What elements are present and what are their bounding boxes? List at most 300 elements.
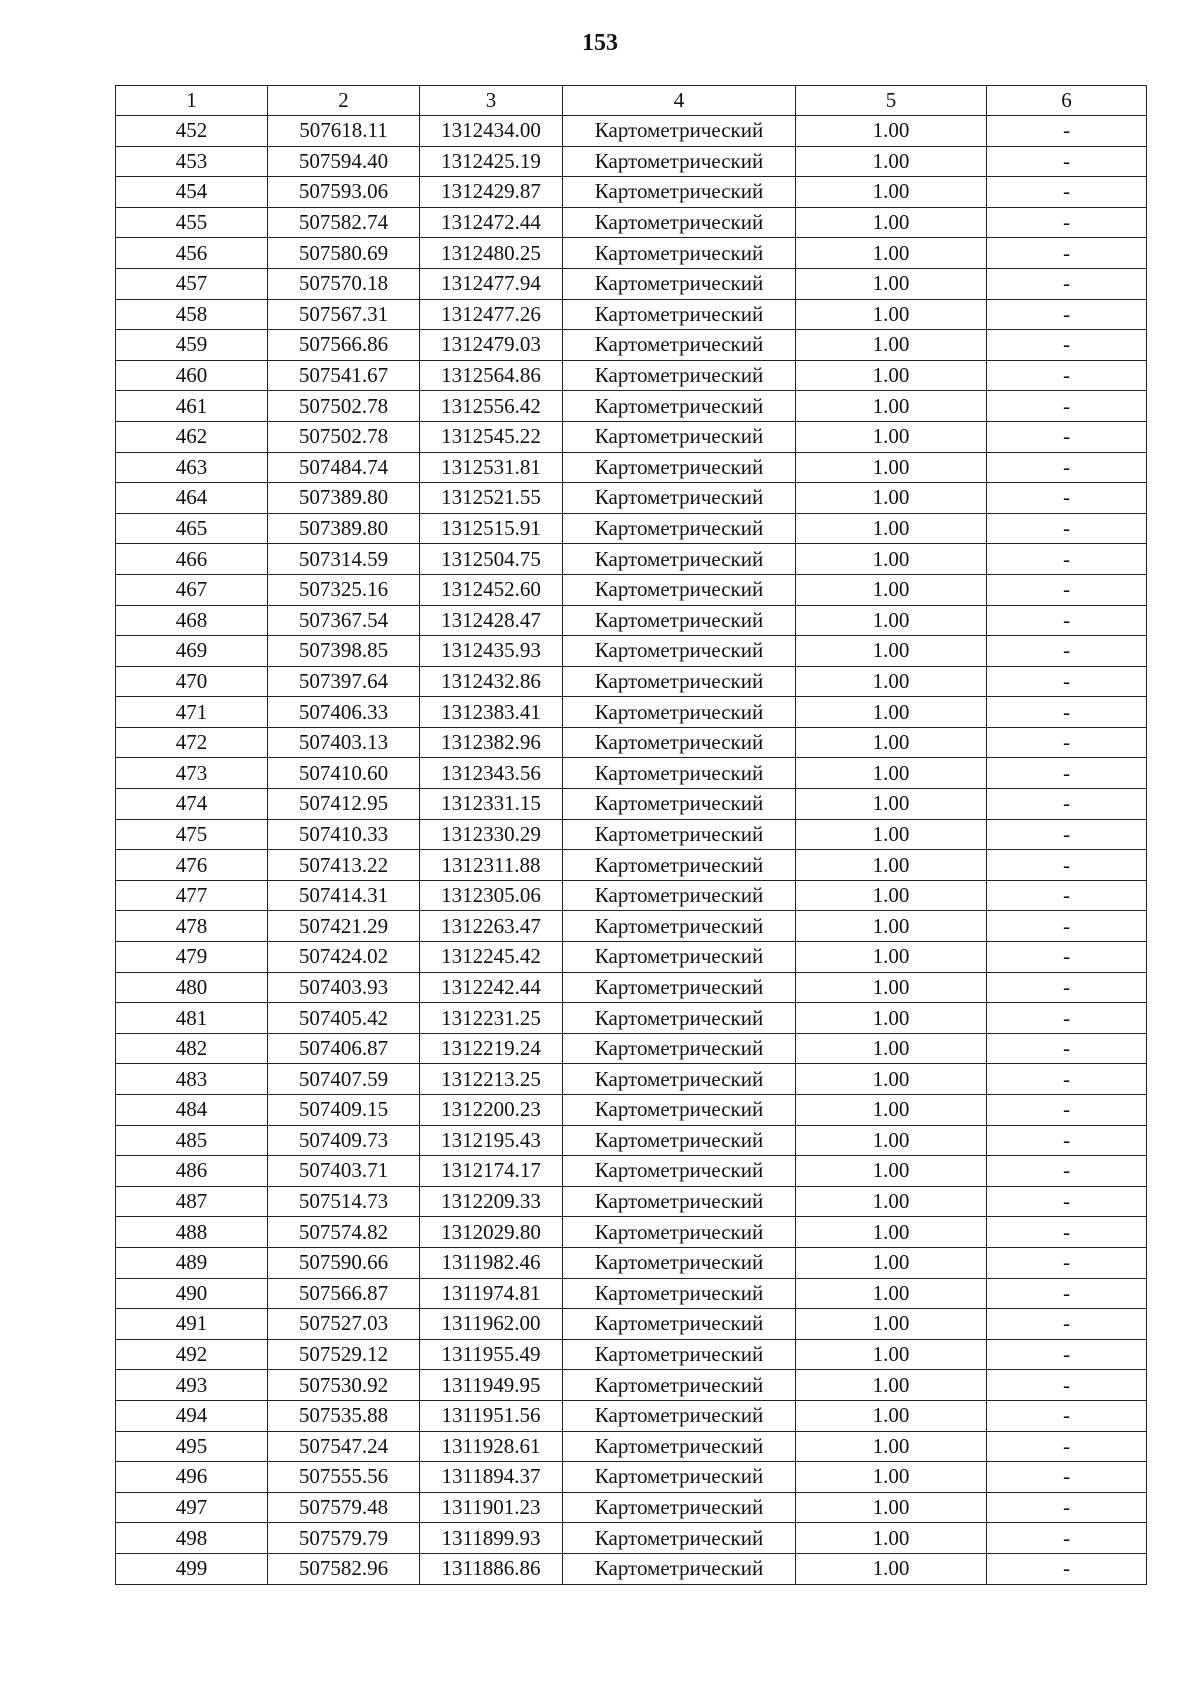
point-number-cell: 460 — [116, 360, 268, 391]
point-number-cell: 496 — [116, 1462, 268, 1493]
y-coordinate-cell: 1312383.41 — [420, 697, 563, 728]
y-coordinate-cell: 1312245.42 — [420, 942, 563, 973]
table-row — [116, 513, 1147, 544]
note-cell: - — [987, 1492, 1147, 1523]
y-coordinate-cell: 1312521.55 — [420, 483, 563, 514]
y-coordinate-cell: 1312195.43 — [420, 1125, 563, 1156]
y-coordinate-cell: 1312452.60 — [420, 574, 563, 605]
table-row — [116, 1095, 1147, 1126]
method-cell: Картометрический — [563, 268, 796, 299]
method-cell: Картометрический — [563, 1431, 796, 1462]
accuracy-cell: 1.00 — [796, 177, 987, 208]
table-row — [116, 299, 1147, 330]
table-body — [116, 86, 1147, 1585]
y-coordinate-cell: 1311962.00 — [420, 1309, 563, 1340]
header-cell: 6 — [987, 86, 1147, 116]
method-cell: Картометрический — [563, 1247, 796, 1278]
x-coordinate-cell: 507414.31 — [268, 880, 420, 911]
table-row — [116, 391, 1147, 422]
table-row — [116, 177, 1147, 208]
accuracy-cell: 1.00 — [796, 1003, 987, 1034]
method-cell: Картометрический — [563, 605, 796, 636]
note-cell: - — [987, 268, 1147, 299]
method-cell: Картометрический — [563, 177, 796, 208]
accuracy-cell: 1.00 — [796, 1186, 987, 1217]
note-cell: - — [987, 819, 1147, 850]
table-row — [116, 1064, 1147, 1095]
note-cell: - — [987, 1523, 1147, 1554]
accuracy-cell: 1.00 — [796, 1247, 987, 1278]
x-coordinate-cell: 507314.59 — [268, 544, 420, 575]
y-coordinate-cell: 1312531.81 — [420, 452, 563, 483]
point-number-cell: 493 — [116, 1370, 268, 1401]
note-cell: - — [987, 1462, 1147, 1493]
y-coordinate-cell: 1312434.00 — [420, 116, 563, 147]
point-number-cell: 477 — [116, 880, 268, 911]
point-number-cell: 483 — [116, 1064, 268, 1095]
method-cell: Картометрический — [563, 116, 796, 147]
point-number-cell: 468 — [116, 605, 268, 636]
x-coordinate-cell: 507535.88 — [268, 1400, 420, 1431]
y-coordinate-cell: 1312382.96 — [420, 727, 563, 758]
note-cell: - — [987, 421, 1147, 452]
point-number-cell: 476 — [116, 850, 268, 881]
table-row — [116, 483, 1147, 514]
accuracy-cell: 1.00 — [796, 146, 987, 177]
note-cell: - — [987, 483, 1147, 514]
note-cell: - — [987, 942, 1147, 973]
note-cell: - — [987, 972, 1147, 1003]
x-coordinate-cell: 507567.31 — [268, 299, 420, 330]
method-cell: Картометрический — [563, 330, 796, 361]
accuracy-cell: 1.00 — [796, 605, 987, 636]
method-cell: Картометрический — [563, 880, 796, 911]
method-cell: Картометрический — [563, 360, 796, 391]
x-coordinate-cell: 507547.24 — [268, 1431, 420, 1462]
note-cell: - — [987, 238, 1147, 269]
point-number-cell: 475 — [116, 819, 268, 850]
y-coordinate-cell: 1312480.25 — [420, 238, 563, 269]
point-number-cell: 473 — [116, 758, 268, 789]
point-number-cell: 454 — [116, 177, 268, 208]
method-cell: Картометрический — [563, 727, 796, 758]
y-coordinate-cell: 1312305.06 — [420, 880, 563, 911]
table-row — [116, 911, 1147, 942]
method-cell: Картометрический — [563, 1523, 796, 1554]
x-coordinate-cell: 507594.40 — [268, 146, 420, 177]
x-coordinate-cell: 507409.73 — [268, 1125, 420, 1156]
method-cell: Картометрический — [563, 697, 796, 728]
x-coordinate-cell: 507574.82 — [268, 1217, 420, 1248]
method-cell: Картометрический — [563, 1125, 796, 1156]
note-cell: - — [987, 1217, 1147, 1248]
y-coordinate-cell: 1312174.17 — [420, 1156, 563, 1187]
accuracy-cell: 1.00 — [796, 1095, 987, 1126]
accuracy-cell: 1.00 — [796, 268, 987, 299]
note-cell: - — [987, 146, 1147, 177]
point-number-cell: 480 — [116, 972, 268, 1003]
x-coordinate-cell: 507529.12 — [268, 1339, 420, 1370]
page-number: 153 — [582, 30, 618, 56]
table-row — [116, 1492, 1147, 1523]
y-coordinate-cell: 1311955.49 — [420, 1339, 563, 1370]
point-number-cell: 497 — [116, 1492, 268, 1523]
accuracy-cell: 1.00 — [796, 697, 987, 728]
accuracy-cell: 1.00 — [796, 1523, 987, 1554]
y-coordinate-cell: 1312564.86 — [420, 360, 563, 391]
y-coordinate-cell: 1312330.29 — [420, 819, 563, 850]
point-number-cell: 478 — [116, 911, 268, 942]
method-cell: Картометрический — [563, 391, 796, 422]
note-cell: - — [987, 1400, 1147, 1431]
note-cell: - — [987, 513, 1147, 544]
method-cell: Картометрический — [563, 1064, 796, 1095]
y-coordinate-cell: 1311974.81 — [420, 1278, 563, 1309]
table-row — [116, 207, 1147, 238]
method-cell: Картометрический — [563, 238, 796, 269]
x-coordinate-cell: 507413.22 — [268, 850, 420, 881]
y-coordinate-cell: 1311951.56 — [420, 1400, 563, 1431]
accuracy-cell: 1.00 — [796, 942, 987, 973]
x-coordinate-cell: 507514.73 — [268, 1186, 420, 1217]
point-number-cell: 464 — [116, 483, 268, 514]
y-coordinate-cell: 1312515.91 — [420, 513, 563, 544]
point-number-cell: 462 — [116, 421, 268, 452]
y-coordinate-cell: 1311982.46 — [420, 1247, 563, 1278]
y-coordinate-cell: 1312343.56 — [420, 758, 563, 789]
accuracy-cell: 1.00 — [796, 972, 987, 1003]
method-cell: Картометрический — [563, 1553, 796, 1584]
note-cell: - — [987, 360, 1147, 391]
point-number-cell: 490 — [116, 1278, 268, 1309]
table-row — [116, 268, 1147, 299]
x-coordinate-cell: 507389.80 — [268, 513, 420, 544]
note-cell: - — [987, 1156, 1147, 1187]
table-row — [116, 1278, 1147, 1309]
accuracy-cell: 1.00 — [796, 819, 987, 850]
point-number-cell: 458 — [116, 299, 268, 330]
point-number-cell: 459 — [116, 330, 268, 361]
table-row — [116, 880, 1147, 911]
x-coordinate-cell: 507590.66 — [268, 1247, 420, 1278]
y-coordinate-cell: 1312219.24 — [420, 1033, 563, 1064]
note-cell: - — [987, 330, 1147, 361]
table-row — [116, 942, 1147, 973]
x-coordinate-cell: 507541.67 — [268, 360, 420, 391]
y-coordinate-cell: 1312231.25 — [420, 1003, 563, 1034]
accuracy-cell: 1.00 — [796, 1339, 987, 1370]
table-row — [116, 850, 1147, 881]
point-number-cell: 484 — [116, 1095, 268, 1126]
method-cell: Картометрический — [563, 1462, 796, 1493]
point-number-cell: 479 — [116, 942, 268, 973]
y-coordinate-cell: 1312477.26 — [420, 299, 563, 330]
method-cell: Картометрический — [563, 452, 796, 483]
x-coordinate-cell: 507397.64 — [268, 666, 420, 697]
table-row — [116, 452, 1147, 483]
note-cell: - — [987, 1431, 1147, 1462]
table-row — [116, 727, 1147, 758]
x-coordinate-cell: 507579.48 — [268, 1492, 420, 1523]
table-row — [116, 1033, 1147, 1064]
x-coordinate-cell: 507580.69 — [268, 238, 420, 269]
point-number-cell: 487 — [116, 1186, 268, 1217]
note-cell: - — [987, 391, 1147, 422]
point-number-cell: 492 — [116, 1339, 268, 1370]
method-cell: Картометрический — [563, 483, 796, 514]
note-cell: - — [987, 1003, 1147, 1034]
note-cell: - — [987, 574, 1147, 605]
method-cell: Картометрический — [563, 574, 796, 605]
point-number-cell: 489 — [116, 1247, 268, 1278]
x-coordinate-cell: 507566.86 — [268, 330, 420, 361]
point-number-cell: 469 — [116, 636, 268, 667]
point-number-cell: 486 — [116, 1156, 268, 1187]
y-coordinate-cell: 1312432.86 — [420, 666, 563, 697]
accuracy-cell: 1.00 — [796, 1553, 987, 1584]
table-row — [116, 1553, 1147, 1584]
accuracy-cell: 1.00 — [796, 1400, 987, 1431]
note-cell: - — [987, 850, 1147, 881]
x-coordinate-cell: 507530.92 — [268, 1370, 420, 1401]
point-number-cell: 466 — [116, 544, 268, 575]
note-cell: - — [987, 1186, 1147, 1217]
point-number-cell: 482 — [116, 1033, 268, 1064]
accuracy-cell: 1.00 — [796, 452, 987, 483]
accuracy-cell: 1.00 — [796, 1156, 987, 1187]
point-number-cell: 495 — [116, 1431, 268, 1462]
method-cell: Картометрический — [563, 1217, 796, 1248]
y-coordinate-cell: 1312479.03 — [420, 330, 563, 361]
x-coordinate-cell: 507582.96 — [268, 1553, 420, 1584]
note-cell: - — [987, 299, 1147, 330]
accuracy-cell: 1.00 — [796, 299, 987, 330]
accuracy-cell: 1.00 — [796, 1462, 987, 1493]
table-row — [116, 1462, 1147, 1493]
accuracy-cell: 1.00 — [796, 666, 987, 697]
y-coordinate-cell: 1312209.33 — [420, 1186, 563, 1217]
point-number-cell: 485 — [116, 1125, 268, 1156]
note-cell: - — [987, 177, 1147, 208]
table-row — [116, 146, 1147, 177]
accuracy-cell: 1.00 — [796, 758, 987, 789]
x-coordinate-cell: 507407.59 — [268, 1064, 420, 1095]
x-coordinate-cell: 507403.13 — [268, 727, 420, 758]
y-coordinate-cell: 1312504.75 — [420, 544, 563, 575]
y-coordinate-cell: 1312331.15 — [420, 789, 563, 820]
y-coordinate-cell: 1311928.61 — [420, 1431, 563, 1462]
accuracy-cell: 1.00 — [796, 421, 987, 452]
accuracy-cell: 1.00 — [796, 1125, 987, 1156]
header-cell: 1 — [116, 86, 268, 116]
accuracy-cell: 1.00 — [796, 1431, 987, 1462]
y-coordinate-cell: 1312263.47 — [420, 911, 563, 942]
x-coordinate-cell: 507502.78 — [268, 391, 420, 422]
note-cell: - — [987, 636, 1147, 667]
x-coordinate-cell: 507555.56 — [268, 1462, 420, 1493]
note-cell: - — [987, 1095, 1147, 1126]
accuracy-cell: 1.00 — [796, 880, 987, 911]
table-row — [116, 972, 1147, 1003]
table-row — [116, 1125, 1147, 1156]
method-cell: Картометрический — [563, 972, 796, 1003]
method-cell: Картометрический — [563, 1095, 796, 1126]
x-coordinate-cell: 507403.93 — [268, 972, 420, 1003]
table-row — [116, 1217, 1147, 1248]
table-row — [116, 758, 1147, 789]
y-coordinate-cell: 1311886.86 — [420, 1553, 563, 1584]
table-row — [116, 666, 1147, 697]
method-cell: Картометрический — [563, 666, 796, 697]
point-number-cell: 455 — [116, 207, 268, 238]
note-cell: - — [987, 605, 1147, 636]
method-cell: Картометрический — [563, 1278, 796, 1309]
x-coordinate-cell: 507325.16 — [268, 574, 420, 605]
note-cell: - — [987, 911, 1147, 942]
note-cell: - — [987, 1064, 1147, 1095]
point-number-cell: 499 — [116, 1553, 268, 1584]
note-cell: - — [987, 697, 1147, 728]
point-number-cell: 470 — [116, 666, 268, 697]
accuracy-cell: 1.00 — [796, 207, 987, 238]
table-header-row — [116, 86, 1147, 116]
method-cell: Картометрический — [563, 1370, 796, 1401]
accuracy-cell: 1.00 — [796, 1370, 987, 1401]
accuracy-cell: 1.00 — [796, 391, 987, 422]
x-coordinate-cell: 507421.29 — [268, 911, 420, 942]
x-coordinate-cell: 507406.87 — [268, 1033, 420, 1064]
table-row — [116, 421, 1147, 452]
y-coordinate-cell: 1311899.93 — [420, 1523, 563, 1554]
method-cell: Картометрический — [563, 1339, 796, 1370]
header-cell: 4 — [563, 86, 796, 116]
accuracy-cell: 1.00 — [796, 513, 987, 544]
point-number-cell: 481 — [116, 1003, 268, 1034]
x-coordinate-cell: 507389.80 — [268, 483, 420, 514]
y-coordinate-cell: 1312545.22 — [420, 421, 563, 452]
accuracy-cell: 1.00 — [796, 483, 987, 514]
accuracy-cell: 1.00 — [796, 789, 987, 820]
method-cell: Картометрический — [563, 207, 796, 238]
method-cell: Картометрический — [563, 636, 796, 667]
point-number-cell: 456 — [116, 238, 268, 269]
y-coordinate-cell: 1312200.23 — [420, 1095, 563, 1126]
method-cell: Картометрический — [563, 1033, 796, 1064]
method-cell: Картометрический — [563, 299, 796, 330]
note-cell: - — [987, 1339, 1147, 1370]
method-cell: Картометрический — [563, 819, 796, 850]
accuracy-cell: 1.00 — [796, 1064, 987, 1095]
table-row — [116, 636, 1147, 667]
note-cell: - — [987, 880, 1147, 911]
accuracy-cell: 1.00 — [796, 1217, 987, 1248]
accuracy-cell: 1.00 — [796, 1492, 987, 1523]
note-cell: - — [987, 544, 1147, 575]
accuracy-cell: 1.00 — [796, 636, 987, 667]
point-number-cell: 457 — [116, 268, 268, 299]
y-coordinate-cell: 1312311.88 — [420, 850, 563, 881]
x-coordinate-cell: 507502.78 — [268, 421, 420, 452]
table-row — [116, 1247, 1147, 1278]
y-coordinate-cell: 1312472.44 — [420, 207, 563, 238]
note-cell: - — [987, 1553, 1147, 1584]
table-row — [116, 238, 1147, 269]
note-cell: - — [987, 1309, 1147, 1340]
method-cell: Картометрический — [563, 789, 796, 820]
point-number-cell: 463 — [116, 452, 268, 483]
point-number-cell: 471 — [116, 697, 268, 728]
table-row — [116, 605, 1147, 636]
accuracy-cell: 1.00 — [796, 574, 987, 605]
table-row — [116, 697, 1147, 728]
note-cell: - — [987, 1247, 1147, 1278]
accuracy-cell: 1.00 — [796, 727, 987, 758]
accuracy-cell: 1.00 — [796, 850, 987, 881]
header-cell: 2 — [268, 86, 420, 116]
y-coordinate-cell: 1312429.87 — [420, 177, 563, 208]
coordinates-table — [115, 85, 1147, 1585]
table-row — [116, 1370, 1147, 1401]
point-number-cell: 488 — [116, 1217, 268, 1248]
accuracy-cell: 1.00 — [796, 116, 987, 147]
accuracy-cell: 1.00 — [796, 544, 987, 575]
accuracy-cell: 1.00 — [796, 360, 987, 391]
point-number-cell: 474 — [116, 789, 268, 820]
x-coordinate-cell: 507367.54 — [268, 605, 420, 636]
method-cell: Картометрический — [563, 1400, 796, 1431]
method-cell: Картометрический — [563, 1156, 796, 1187]
note-cell: - — [987, 758, 1147, 789]
point-number-cell: 453 — [116, 146, 268, 177]
point-number-cell: 465 — [116, 513, 268, 544]
table-row — [116, 1156, 1147, 1187]
x-coordinate-cell: 507618.11 — [268, 116, 420, 147]
accuracy-cell: 1.00 — [796, 1033, 987, 1064]
method-cell: Картометрический — [563, 942, 796, 973]
method-cell: Картометрический — [563, 1003, 796, 1034]
table-row — [116, 819, 1147, 850]
table-row — [116, 1309, 1147, 1340]
y-coordinate-cell: 1311894.37 — [420, 1462, 563, 1493]
table-row — [116, 574, 1147, 605]
note-cell: - — [987, 727, 1147, 758]
method-cell: Картометрический — [563, 513, 796, 544]
accuracy-cell: 1.00 — [796, 911, 987, 942]
method-cell: Картометрический — [563, 850, 796, 881]
note-cell: - — [987, 666, 1147, 697]
y-coordinate-cell: 1312029.80 — [420, 1217, 563, 1248]
point-number-cell: 498 — [116, 1523, 268, 1554]
point-number-cell: 467 — [116, 574, 268, 605]
note-cell: - — [987, 207, 1147, 238]
point-number-cell: 494 — [116, 1400, 268, 1431]
y-coordinate-cell: 1312477.94 — [420, 268, 563, 299]
table-row — [116, 330, 1147, 361]
x-coordinate-cell: 507424.02 — [268, 942, 420, 973]
accuracy-cell: 1.00 — [796, 238, 987, 269]
note-cell: - — [987, 116, 1147, 147]
method-cell: Картометрический — [563, 1309, 796, 1340]
x-coordinate-cell: 507409.15 — [268, 1095, 420, 1126]
table-row — [116, 1003, 1147, 1034]
table-row — [116, 116, 1147, 147]
table-row — [116, 1339, 1147, 1370]
method-cell: Картометрический — [563, 911, 796, 942]
point-number-cell: 491 — [116, 1309, 268, 1340]
header-cell: 5 — [796, 86, 987, 116]
method-cell: Картометрический — [563, 544, 796, 575]
table-row — [116, 1186, 1147, 1217]
